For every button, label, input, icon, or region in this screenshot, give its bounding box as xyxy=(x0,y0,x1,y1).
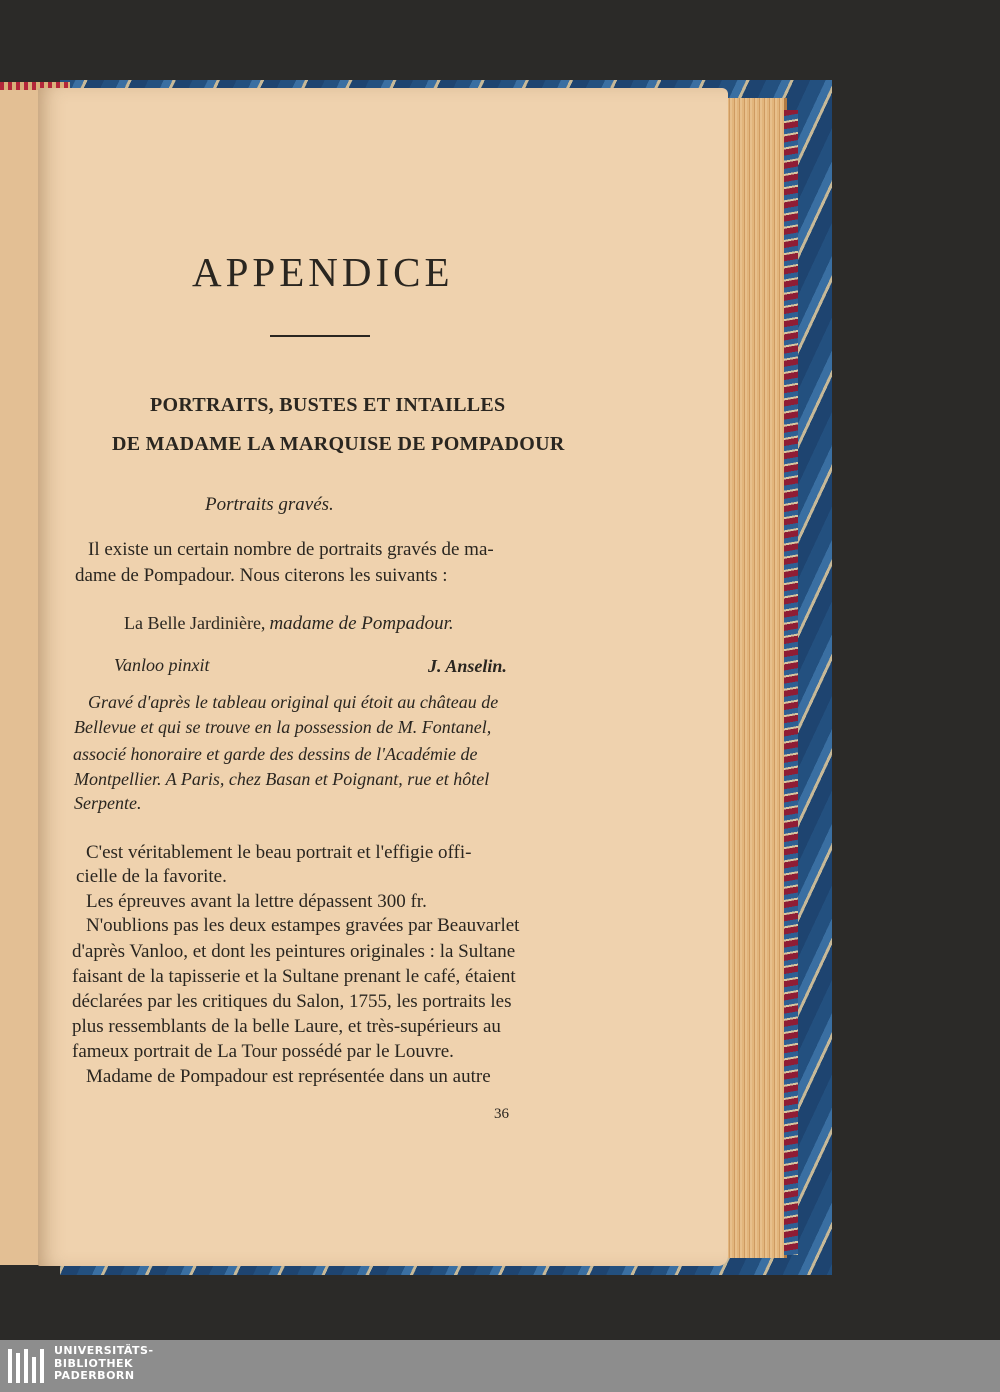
body-line: déclarées par les critiques du Salon, 1755, les portraits les xyxy=(72,991,512,1012)
entry-title-line xyxy=(124,613,454,635)
caption-line: Serpente. xyxy=(74,793,142,813)
page-title: APPENDICE xyxy=(192,249,454,295)
library-name-line-1: UNIVERSITÄTS- xyxy=(54,1344,154,1357)
intro-line: dame de Pompadour. Nous citerons les suivants : xyxy=(75,565,448,586)
library-footer xyxy=(0,1340,1000,1392)
caption-line: Bellevue et qui se trouve en la possession de M. Fontanel, xyxy=(74,717,492,737)
marbled-edge xyxy=(784,110,798,1255)
body-line: C'est véritablement le beau portrait et l'effigie offi- xyxy=(86,842,472,863)
title-rule xyxy=(270,335,370,337)
body-line: Les épreuves avant la lettre dépassent 300 fr. xyxy=(86,891,427,912)
library-name-line-3: PADERBORN xyxy=(54,1369,135,1382)
section-heading-line-2: DE MADAME LA MARQUISE DE POMPADOUR xyxy=(112,433,565,455)
body-line: fameux portrait de La Tour possédé par le Louvre. xyxy=(72,1041,454,1062)
body-line: cielle de la favorite. xyxy=(76,866,227,887)
page-edges xyxy=(722,98,787,1258)
entry-title: La Belle Jardinière, xyxy=(124,613,266,633)
library-name xyxy=(54,1345,154,1383)
body-line: Madame de Pompadour est représentée dans un autre xyxy=(86,1066,491,1087)
body-line: N'oublions pas les deux estampes gravées par Beauvarlet xyxy=(86,915,520,936)
intro-line: Il existe un certain nombre de portraits gravés de ma- xyxy=(88,539,494,560)
section-heading-line-1: PORTRAITS, BUSTES ET INTAILLES xyxy=(150,394,506,416)
caption-line: Montpellier. A Paris, chez Basan et Poignant, rue et hôtel xyxy=(74,769,490,789)
caption-line: Gravé d'après le tableau original qui étoit au château de xyxy=(88,692,499,712)
credit-left: Vanloo pinxit xyxy=(114,655,210,675)
subheading: Portraits gravés. xyxy=(205,494,334,515)
body-line: plus ressemblants de la belle Laure, et très-supérieurs au xyxy=(72,1016,501,1037)
signature-mark: 36 xyxy=(494,1106,509,1122)
body-line: faisant de la tapisserie et la Sultane prenant le café, étaient xyxy=(72,966,516,987)
library-logo-icon xyxy=(8,1349,44,1383)
caption-line: associé honoraire et garde des dessins de l'Académie de xyxy=(73,744,478,764)
credit-right: J. Anselin. xyxy=(428,656,507,676)
body-line: d'après Vanloo, et dont les peintures originales : la Sultane xyxy=(72,941,516,962)
library-name-line-2: BIBLIOTHEK xyxy=(54,1356,134,1370)
entry-title-italic: madame de Pompadour. xyxy=(269,613,454,634)
